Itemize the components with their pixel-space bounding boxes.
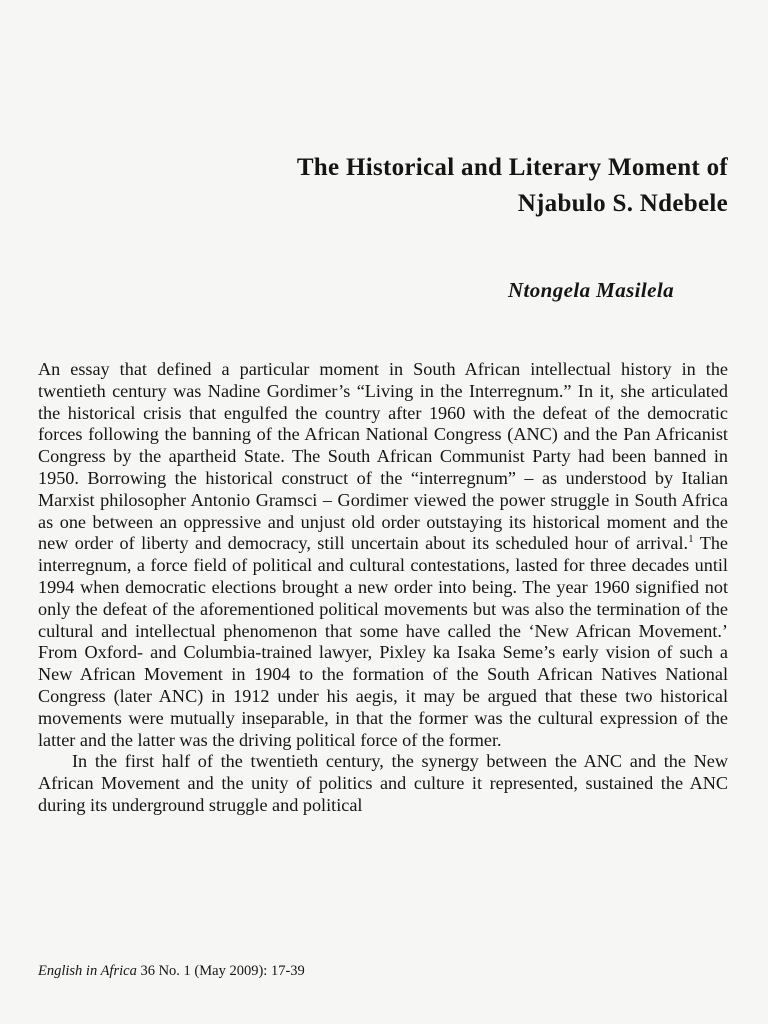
article-title-line-1: The Historical and Literary Moment of <box>296 154 728 181</box>
paragraph-1-text-continued: The interregnum, a force field of political and cultural contestations, lasted for three decades until 1994 when democratic elections brought a new order into being. The year 1960 signified not only the defeat of the aforementioned political movements but was also the termination of the cultural and intellectual phenomenon that some have called the ‘New African Movement.’ From Oxford- and Columbia-trained lawyer, Pixley ka Isaka Seme’s early vision of such a New African Movement in 1904 to the formation of the South African Natives National Congress (later ANC) in 1912 under his aegis, it may be argued that these two historical movements were mutually inseparable, in that the former was the cultural expression of the latter and the latter was the driving political force of the former. <box>38 533 728 750</box>
paragraph-2: In the first half of the twentieth century, the synergy between the ANC and the New African Movement and the unity of politics and culture it represented, sustained the ANC during its underground struggle and political <box>38 751 728 815</box>
article-body <box>38 359 728 817</box>
paragraph-1-text: An essay that defined a particular moment in South African intellectual history in the twentieth century was Nadine Gordimer’s “Living in the Interregnum.” In it, she articulated the historical crisis that engulfed the country after 1960 with the defeat of the democratic forces following the banning of the African National Congress (ANC) and the Pan Africanist Congress by the apartheid State. The South African Communist Party had been banned in 1950. Borrowing the historical construct of the “interregnum” – as understood by Italian Marxist philosopher Antonio Gramsci – Gordimer viewed the power struggle in South Africa as one between an oppressive and unjust old order outstaying its historical moment and the new order of liberty and democracy, still uncertain about its scheduled hour of arrival. <box>38 359 728 554</box>
journal-name: English in Africa <box>38 963 137 979</box>
page-footer-citation <box>38 963 305 980</box>
article-title <box>88 150 728 222</box>
paragraph-1 <box>38 359 728 751</box>
journal-citation: 36 No. 1 (May 2009): 17-39 <box>136 963 305 979</box>
author-name: Ntongela Masilela <box>507 278 674 302</box>
footnote-marker: 1 <box>688 533 694 546</box>
article-title-line-2: Njabulo S. Ndebele <box>517 190 728 217</box>
